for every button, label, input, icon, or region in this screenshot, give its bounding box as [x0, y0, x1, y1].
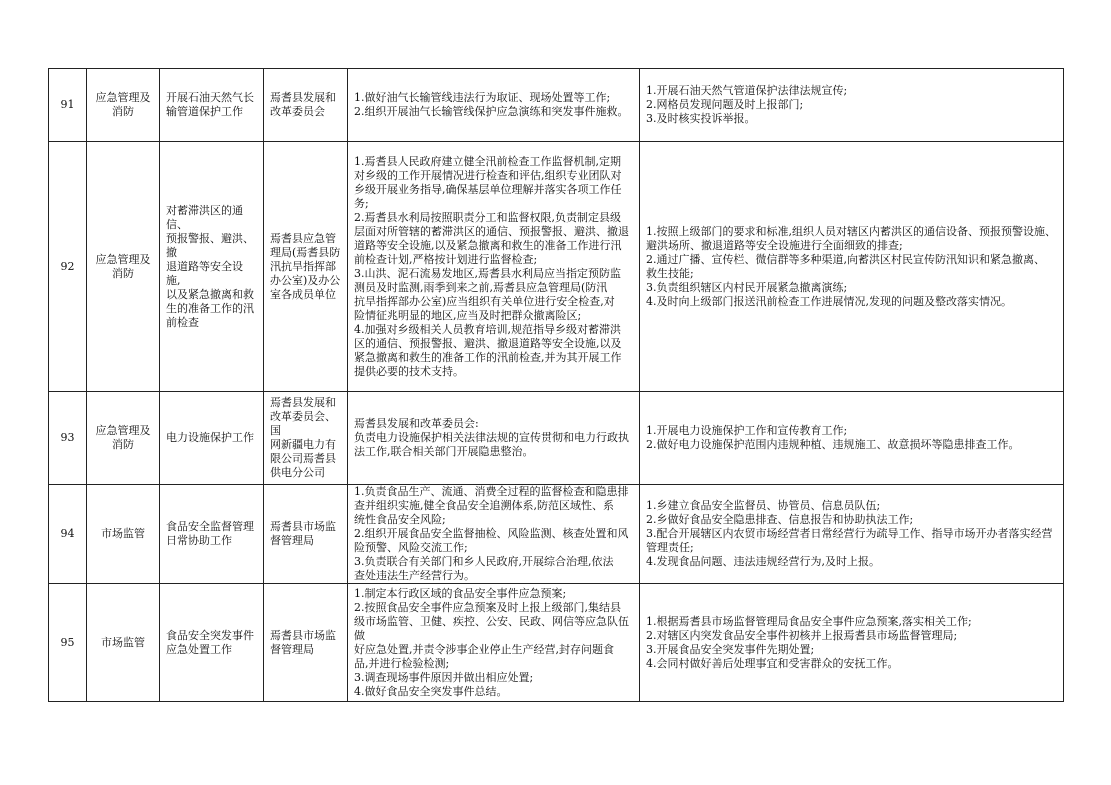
township-duty-item: 2.通过广播、宣传栏、微信群等多种渠道,向蓄洪区村民宣传防汛知识和紧急撤离、 救生技能; [646, 252, 1045, 280]
responsible-unit-cell: 焉耆县发展和 改革委员会、国 网新疆电力有 限公司焉耆县 供电分公司 [264, 392, 348, 485]
county-duty-item: 1.负责食品生产、流通、消费全过程的监督检查和隐患排 查并组织实施,健全食品安全追溯体系,防范区域性、系 统性食品安全风险; [354, 485, 629, 526]
table-row [49, 392, 1064, 485]
township-duty-item: 1.乡建立食品安全监督员、协管员、信息员队伍; [646, 499, 881, 512]
table-row [49, 584, 1064, 702]
county-duty-item: 3.负责联合有关部门和乡人民政府,开展综合治理,依法 查处违法生产经营行为。 [354, 555, 614, 582]
township-duty-item: 2.网格员发现问题及时上报部门; [646, 98, 804, 111]
county-duty-item: 3.山洪、泥石流易发地区,焉耆县水利局应当指定预防监 测员及时监测,雨季到来之前,焉耆县应急管理局(防汛 抗旱指挥部办公室)应当组织有关单位进行安全检查,对 险情征兆明显的地区,应当及时把群众撤离险区; [354, 266, 621, 322]
county-duties-cell [348, 142, 640, 392]
county-duty-item: 4.做好食品安全突发事件总结。 [354, 684, 508, 698]
county-duty-item: 2.按照食品安全事件应急预案及时上报上级部门,集结县 级市场监管、卫健、疾控、公安、民政、网信等应急队伍做 好应急处置,并责令涉事企业停止生产经营,封存问题食 品,并进行检验检测; [354, 600, 629, 670]
row-number: 92 [49, 142, 87, 392]
row-number: 95 [49, 584, 87, 702]
township-duty-item: 1.开展电力设施保护工作和宣传教育工作; [646, 424, 848, 437]
category-cell: 市场监管 [87, 485, 160, 584]
county-duties-cell [348, 584, 640, 702]
item-cell: 食品安全突发事件 应急处置工作 [160, 584, 264, 702]
township-duty-item: 3.负责组织辖区内村民开展紧急撤离演练; [646, 280, 848, 294]
table-row [49, 69, 1064, 142]
township-duty-item: 3.配合开展辖区内农贸市场经营者日常经营行为疏导工作、指导市场开办者落实经营 管理责任; [646, 527, 1053, 554]
county-duties-cell [348, 485, 640, 584]
township-duties-cell [640, 392, 1064, 485]
responsible-unit-cell: 焉耆县市场监 督管理局 [264, 584, 348, 702]
county-duty-item: 2.组织开展食品安全监督抽检、风险监测、核查处置和风 险预警、风险交流工作; [354, 527, 629, 554]
county-duty-item: 1.制定本行政区域的食品安全事件应急预案; [354, 586, 567, 600]
item-cell: 食品安全监督管理 日常协助工作 [160, 485, 264, 584]
item-cell: 对蓄滞洪区的通信、 预报警报、避洪、撤 退道路等安全设施, 以及紧急撤离和救 生的准备工作的汛 前检查 [160, 142, 264, 392]
county-duty-item: 2.焉耆县水利局按照职责分工和监督权限,负责制定县级 层面对所管辖的蓄滞洪区的通信、预报警报、避洪、撤退 道路等安全设施,以及紧急撤离和救生的准备工作进行汛 前检查计划,严格按计划进行监督检查; [354, 210, 629, 266]
item-cell: 开展石油天然气长 输管道保护工作 [160, 69, 264, 142]
township-duty-item: 4.会同村做好善后处理事宜和受害群众的安抚工作。 [646, 656, 899, 670]
township-duties-cell [640, 584, 1064, 702]
responsible-unit-cell: 焉耆县市场监 督管理局 [264, 485, 348, 584]
responsibility-table [48, 68, 1064, 702]
county-duty-item: 4.加强对乡级相关人员教育培训,规范指导乡级对蓄滞洪 区的通信、预报警报、避洪、撤退道路等安全设施,以及 紧急撤离和救生的准备工作的汛前检查,并为其开展工作 提供必要的技术支持。 [354, 322, 622, 378]
table-body [49, 69, 1064, 702]
county-duty-item: 1.焉耆县人民政府建立健全汛前检查工作监督机制,定期 对乡级的工作开展情况进行检查和评估,组织专业团队对 乡级开展业务指导,确保基层单位理解并落实各项工作任 务; [354, 154, 622, 210]
county-duty-item: 2.组织开展油气长输管线保护应急演练和突发事件施救。 [354, 105, 629, 118]
row-number: 93 [49, 392, 87, 485]
responsible-unit-cell: 焉耆县发展和 改革委员会 [264, 69, 348, 142]
county-duties-cell [348, 392, 640, 485]
responsible-unit-cell: 焉耆县应急管 理局(焉耆县防 汛抗旱指挥部 办公室)及办公 室各成员单位 [264, 142, 348, 392]
township-duties-cell [640, 69, 1064, 142]
township-duty-item: 2.乡做好食品安全隐患排查、信息报告和协助执法工作; [646, 513, 914, 526]
township-duty-item: 2.做好电力设施保护范围内违规种植、违规施工、故意损坏等隐患排查工作。 [646, 438, 1020, 451]
township-duty-item: 4.及时向上级部门报送汛前检查工作进展情况,发现的问题及整改落实情况。 [646, 294, 1012, 308]
table-row [49, 485, 1064, 584]
township-duty-item: 1.开展石油天然气管道保护法律法规宣传; [646, 84, 848, 97]
item-cell: 电力设施保护工作 [160, 392, 264, 485]
county-duty-item: 焉耆县发展和改革委员会: [354, 417, 479, 430]
county-duty-item: 负责电力设施保护相关法律法规的宣传贯彻和电力行政执 法工作,联合相关部门开展隐患整治。 [354, 431, 629, 458]
table-row [49, 142, 1064, 392]
county-duties-cell [348, 69, 640, 142]
township-duty-item: 3.及时核实投诉举报。 [646, 112, 756, 125]
category-cell: 应急管理及 消防 [87, 142, 160, 392]
category-cell: 市场监管 [87, 584, 160, 702]
township-duties-cell [640, 485, 1064, 584]
row-number: 91 [49, 69, 87, 142]
category-cell: 应急管理及 消防 [87, 69, 160, 142]
county-duty-item: 1.做好油气长输管线违法行为取证、现场处置等工作; [354, 91, 611, 104]
row-number: 94 [49, 485, 87, 584]
township-duty-item: 4.发现食品问题、违法违规经营行为,及时上报。 [646, 555, 880, 568]
county-duty-item: 3.调查现场事件原因并做出相应处置; [354, 670, 534, 684]
township-duty-item: 2.对辖区内突发食品安全事件初核并上报焉耆县市场监督管理局; [646, 628, 958, 642]
township-duties-cell [640, 142, 1064, 392]
township-duty-item: 1.根据焉耆县市场监督管理局食品安全事件应急预案,落实相关工作; [646, 614, 972, 628]
township-duty-item: 3.开展食品安全突发事件先期处置; [646, 642, 815, 656]
category-cell: 应急管理及 消防 [87, 392, 160, 485]
township-duty-item: 1.按照上级部门的要求和标准,组织人员对辖区内蓄洪区的通信设备、预报预警设施、 避洪场所、撤退道路等安全设施进行全面细致的排查; [646, 224, 1056, 252]
